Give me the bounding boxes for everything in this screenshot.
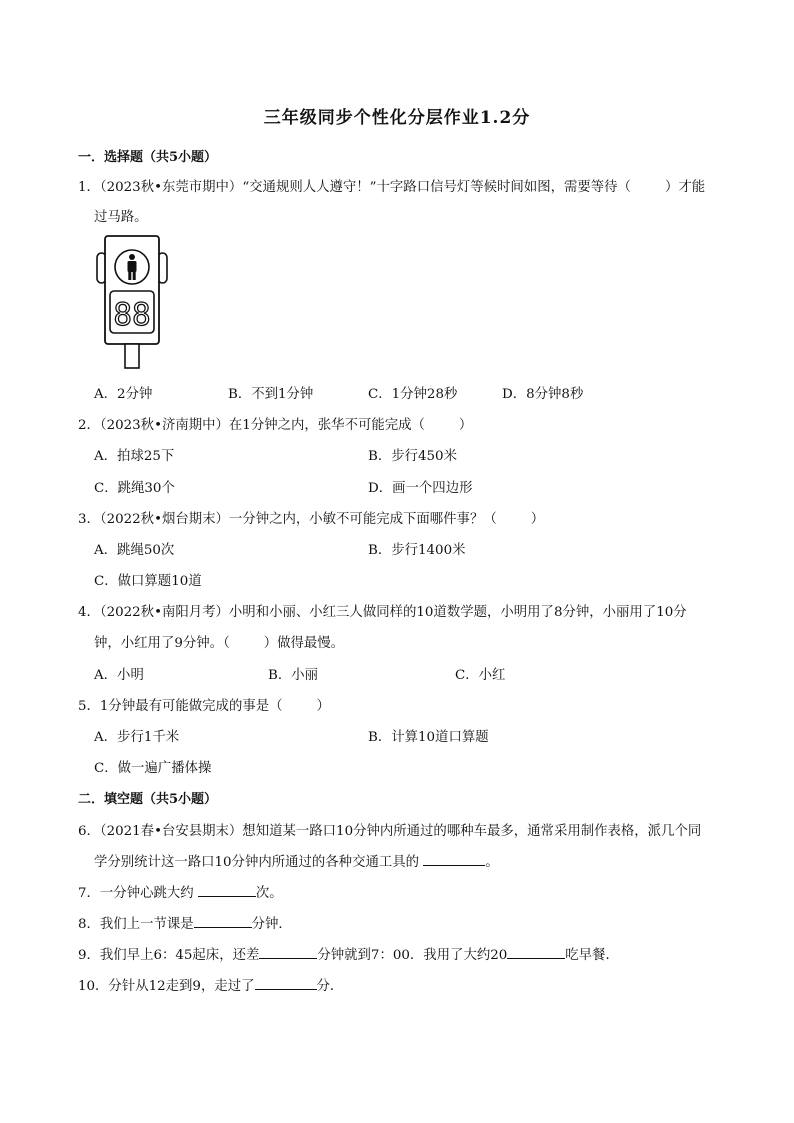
section-heading-choice: 一．选择题（共5小题） (78, 150, 218, 165)
traffic-light-image (96, 235, 168, 371)
question-7: 7．一分钟心跳大约 次。 (78, 886, 283, 901)
question-8: 8．我们上一节课是 分钟． (78, 917, 292, 932)
q5-option-c: C．做一遍广播体操 (94, 761, 212, 776)
q4-option-b: B．小丽 (268, 668, 319, 683)
q7-answer-blank[interactable] (198, 884, 256, 897)
question-1-line-2: 过马路。 (94, 210, 148, 225)
q2-option-c: C．跳绳30个 (94, 481, 175, 496)
q1-option-d: D．8分钟8秒 (502, 387, 584, 402)
q1-option-a: A．2分钟 (94, 387, 153, 402)
q2-option-d: D．画一个四边形 (368, 481, 473, 496)
q3-option-a: A．跳绳50次 (94, 543, 175, 558)
q5-option-b: B．计算10道口算题 (368, 730, 489, 745)
question-10: 10．分针从12走到9，走过了 分． (78, 979, 344, 994)
q2-option-b: B．步行450米 (368, 449, 457, 464)
traffic-light-pole (125, 344, 139, 368)
question-3: 3．（2022秋•烟台期末）一分钟之内，小敏不可能完成下面哪件事？（ ） (78, 512, 545, 527)
q1-option-b: B．不到1分钟 (228, 387, 314, 402)
question-2: 2．（2023秋•济南期中）在1分钟之内，张华不可能完成（ ） (78, 418, 473, 433)
q1-option-c: C．1分钟28秒 (368, 387, 458, 402)
question-6-line-2: 学分别统计这一路口10分钟内所通过的各种交通工具的 。 (94, 855, 499, 870)
page-title: 三年级同步个性化分层作业1.2分 (263, 108, 531, 128)
q3-option-b: B．步行1400米 (368, 543, 466, 558)
section-heading-fill: 二．填空题（共5小题） (78, 792, 218, 807)
q3-option-c: C．做口算题10道 (94, 574, 202, 589)
question-6-line-1: 6．（2021春•台安县期末）想知道某一路口10分钟内所通过的哪种车最多，通常采用制作表格，派几个同 (78, 824, 702, 839)
q8-answer-blank[interactable] (194, 915, 252, 928)
q10-answer-blank[interactable] (255, 977, 317, 990)
q6-answer-blank[interactable] (423, 853, 485, 866)
countdown-display-digits: 88 (113, 297, 151, 333)
question-5: 5．1分钟最有可能做完成的事是（ ） (78, 699, 330, 714)
question-4-line-2: 钟，小红用了9分钟。（ ）做得最慢。 (94, 636, 345, 651)
question-1-line-1: 1．（2023秋•东莞市期中）“交通规则人人遵守！”十字路口信号灯等候时间如图，需要等待（ ）才能 (78, 180, 706, 195)
q4-option-a: A．小明 (94, 668, 144, 683)
question-4-line-1: 4．（2022秋•南阳月考）小明和小丽、小红三人做同样的10道数学题，小明用了8分钟，小丽用了10分 (78, 605, 687, 620)
q2-option-a: A．拍球25下 (94, 449, 175, 464)
question-9: 9．我们早上6：45起床，还差 分钟就到7：00．我用了大约20 吃早餐． (78, 948, 619, 963)
q9-answer-blank-2[interactable] (507, 946, 565, 959)
q9-answer-blank-1[interactable] (259, 946, 317, 959)
q4-option-c: C．小红 (455, 668, 506, 683)
q5-option-a: A．步行1千米 (94, 730, 180, 745)
